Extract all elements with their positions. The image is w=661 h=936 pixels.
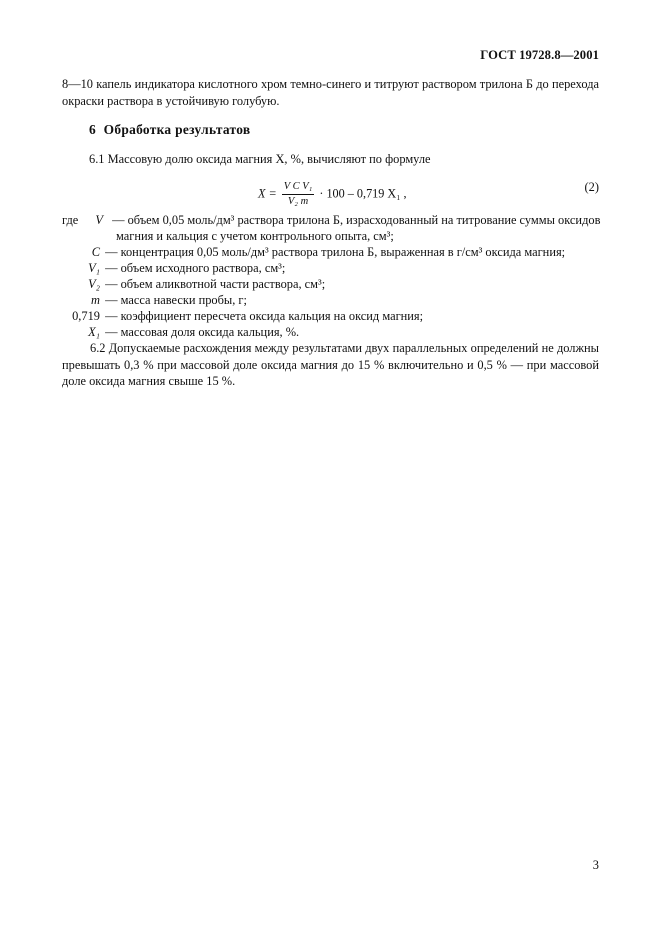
definition-symbol: 0,719 (72, 309, 100, 323)
equation-number: (2) (584, 180, 599, 194)
document-header: ГОСТ 19728.8—2001 (480, 48, 599, 62)
where-word: где (62, 213, 79, 227)
definition-row (116, 228, 394, 245)
definition-text: — объем аликвотной части раствора, см³; (105, 277, 326, 291)
definition-text: — концентрация 0,05 моль/дм³ раствора трилона Б, выраженная в г/см³ оксида магния; (105, 245, 566, 259)
definition-symbol: V (95, 213, 103, 227)
definition-symbol: X₁ (88, 325, 100, 339)
definition-row (62, 292, 247, 309)
clause-6-1: 6.1 Массовую долю оксида магния X, %, вычисляют по формуле (89, 152, 431, 166)
definition-text: — коэффициент пересчета оксида кальция на оксид магния; (105, 309, 424, 323)
section-number: 6 (89, 122, 96, 137)
definition-row (62, 276, 325, 293)
definition-symbol: V₁ (88, 261, 100, 275)
formula-lhs: X = (258, 186, 277, 201)
definition-text: — массовая доля оксида кальция, %. (105, 325, 300, 339)
section-heading (89, 122, 250, 138)
definition-text: — масса навески пробы, г; (105, 293, 247, 307)
definition-symbol: C (91, 245, 100, 259)
clause-6-2: 6.2 Допускаемые расхождения между результатами двух параллельных определений не должны превышать 0,3 % при массовой доле оксида магния до 15 % включительно и 0,5 % — при массовой доле оксида магния свыше 15 %. (62, 341, 599, 389)
definition-symbol: V₂ (88, 277, 100, 291)
formula (258, 181, 407, 208)
formula-fraction (282, 181, 315, 208)
definition-text: — объем 0,05 моль/дм³ раствора трилона Б, израсходованный на титрование суммы оксидов (112, 213, 601, 227)
definition-row (62, 244, 565, 261)
definition-symbol: m (91, 293, 100, 307)
formula-rest: · 100 – 0,719 X₁ , (319, 186, 407, 201)
formula-numerator: V C V₁ (282, 181, 315, 195)
definition-text: магния и кальция с учетом контрольного опыта, см³; (116, 229, 394, 243)
formula-denominator: V₂ m (287, 196, 309, 207)
definition-row (62, 324, 299, 341)
intro-paragraph: 8—10 капель индикатора кислотного хром темно-синего и титруют раствором трилона Б до перехода окраски раствора в устойчивую голубую. (62, 77, 599, 108)
definition-text: — объем исходного раствора, см³; (105, 261, 286, 275)
definition-row (62, 212, 600, 229)
definition-row (62, 260, 285, 277)
section-title: Обработка результатов (103, 122, 251, 137)
page-number: 3 (592, 858, 599, 872)
definition-row (62, 308, 423, 325)
